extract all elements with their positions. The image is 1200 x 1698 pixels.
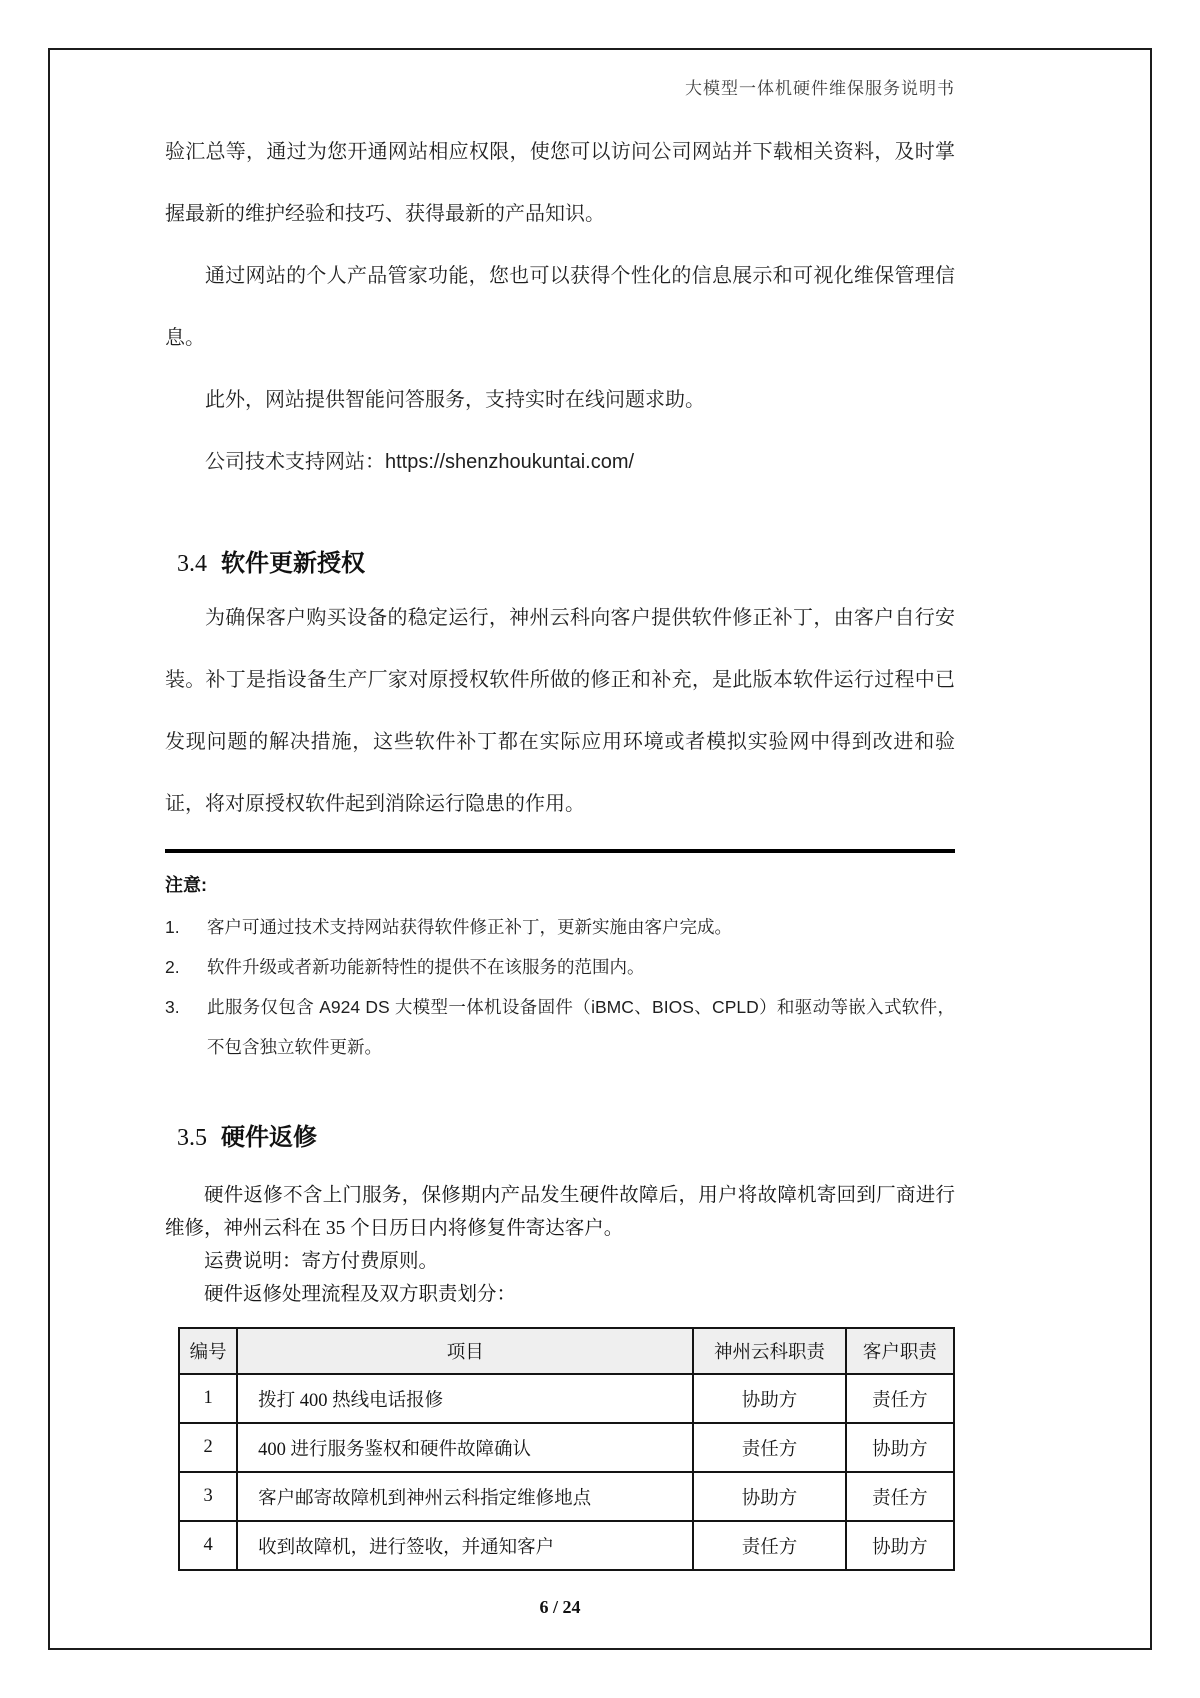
cell-vendor-duty: 协助方	[693, 1374, 845, 1423]
section-3-4-body: 为确保客户购买设备的稳定运行，神州云科向客户提供软件修正补丁，由客户自行安装。补丁是指设备生产厂家对原授权软件所做的修正和补充，是此版本软件运行过程中已发现问题的解决措施，这些软件补丁都在实际应用环境或者模拟实验网中得到改进和验证，将对原授权软件起到消除运行隐患的作用。	[165, 607, 955, 815]
intro-paragraph-product-manager: 通过网站的个人产品管家功能，您也可以获得个性化的信息展示和可视化维保管理信息。	[165, 265, 955, 349]
cell-item: 收到故障机，进行签收，并通知客户	[237, 1521, 693, 1570]
cell-item: 客户邮寄故障机到神州云科指定维修地点	[237, 1472, 693, 1521]
note-item	[165, 907, 955, 947]
section-3-4-number: 3.4	[177, 551, 207, 577]
page-content	[165, 0, 955, 1618]
cell-vendor-duty: 责任方	[693, 1521, 845, 1570]
cell-number: 4	[179, 1521, 237, 1570]
cell-item: 400 进行服务鉴权和硬件故障确认	[237, 1423, 693, 1472]
page-number-indicator: 6 / 24	[539, 1597, 581, 1617]
section-3-4-title: 软件更新授权	[221, 550, 365, 577]
table-header-number: 编号	[179, 1328, 237, 1374]
note-item	[165, 947, 955, 987]
intro-paragraph-support-site-url: 公司技术支持网站：https://shenzhoukuntai.com/	[205, 451, 635, 473]
table-header-customer-duty: 客户职责	[846, 1328, 954, 1374]
table-row	[179, 1521, 954, 1570]
section-3-5-heading	[177, 1123, 955, 1153]
note-item-number: 1.	[165, 917, 180, 937]
page-header-title: 大模型一体机硬件维保服务说明书	[685, 79, 955, 98]
table-header-row	[179, 1328, 954, 1374]
note-item-number: 2.	[165, 957, 180, 977]
responsibility-table	[178, 1327, 955, 1571]
cell-item: 拨打 400 热线电话报修	[237, 1374, 693, 1423]
intro-paragraph-qa-service: 此外，网站提供智能问答服务，支持实时在线问题求助。	[205, 389, 705, 411]
cell-vendor-duty: 责任方	[693, 1423, 845, 1472]
note-item-text: 软件升级或者新功能新特性的提供不在该服务的范围内。	[207, 957, 645, 977]
note-item	[165, 987, 955, 1067]
cell-customer-duty: 协助方	[846, 1521, 954, 1570]
note-item-text: 客户可通过技术支持网站获得软件修正补丁，更新实施由客户完成。	[207, 917, 732, 937]
section-3-5-paragraph-shipping: 运费说明：寄方付费原则。	[204, 1251, 439, 1272]
table-row	[179, 1423, 954, 1472]
cell-number: 2	[179, 1423, 237, 1472]
table-row	[179, 1374, 954, 1423]
section-3-4-heading	[177, 549, 955, 579]
table-row	[179, 1472, 954, 1521]
cell-number: 1	[179, 1374, 237, 1423]
note-divider-line	[165, 849, 955, 853]
table-header-vendor-duty: 神州云科职责	[693, 1328, 845, 1374]
section-3-5-title: 硬件返修	[221, 1124, 317, 1151]
cell-vendor-duty: 协助方	[693, 1472, 845, 1521]
cell-customer-duty: 责任方	[846, 1374, 954, 1423]
note-list	[165, 907, 955, 1067]
section-3-5-paragraph-return-policy: 硬件返修不含上门服务，保修期内产品发生硬件故障后，用户将故障机寄回到厂商进行维修，神州云科在 35 个日历日内将修复件寄达客户。	[165, 1185, 955, 1239]
intro-paragraph-continuation: 验汇总等，通过为您开通网站相应权限，使您可以访问公司网站并下载相关资料，及时掌握最新的维护经验和技巧、获得最新的产品知识。	[165, 141, 955, 225]
note-label: 注意:	[165, 875, 207, 895]
cell-number: 3	[179, 1472, 237, 1521]
cell-customer-duty: 责任方	[846, 1472, 954, 1521]
note-item-text: 此服务仅包含 A924 DS 大模型一体机设备固件（iBMC、BIOS、CPLD）和驱动等嵌入式软件，不包含独立软件更新。	[207, 997, 955, 1057]
intro-section	[165, 121, 955, 493]
section-3-5-number: 3.5	[177, 1125, 207, 1151]
note-item-number: 3.	[165, 997, 180, 1017]
cell-customer-duty: 协助方	[846, 1423, 954, 1472]
section-3-5-paragraph-table-intro: 硬件返修处理流程及双方职责划分：	[204, 1284, 517, 1305]
table-header-item: 项目	[237, 1328, 693, 1374]
